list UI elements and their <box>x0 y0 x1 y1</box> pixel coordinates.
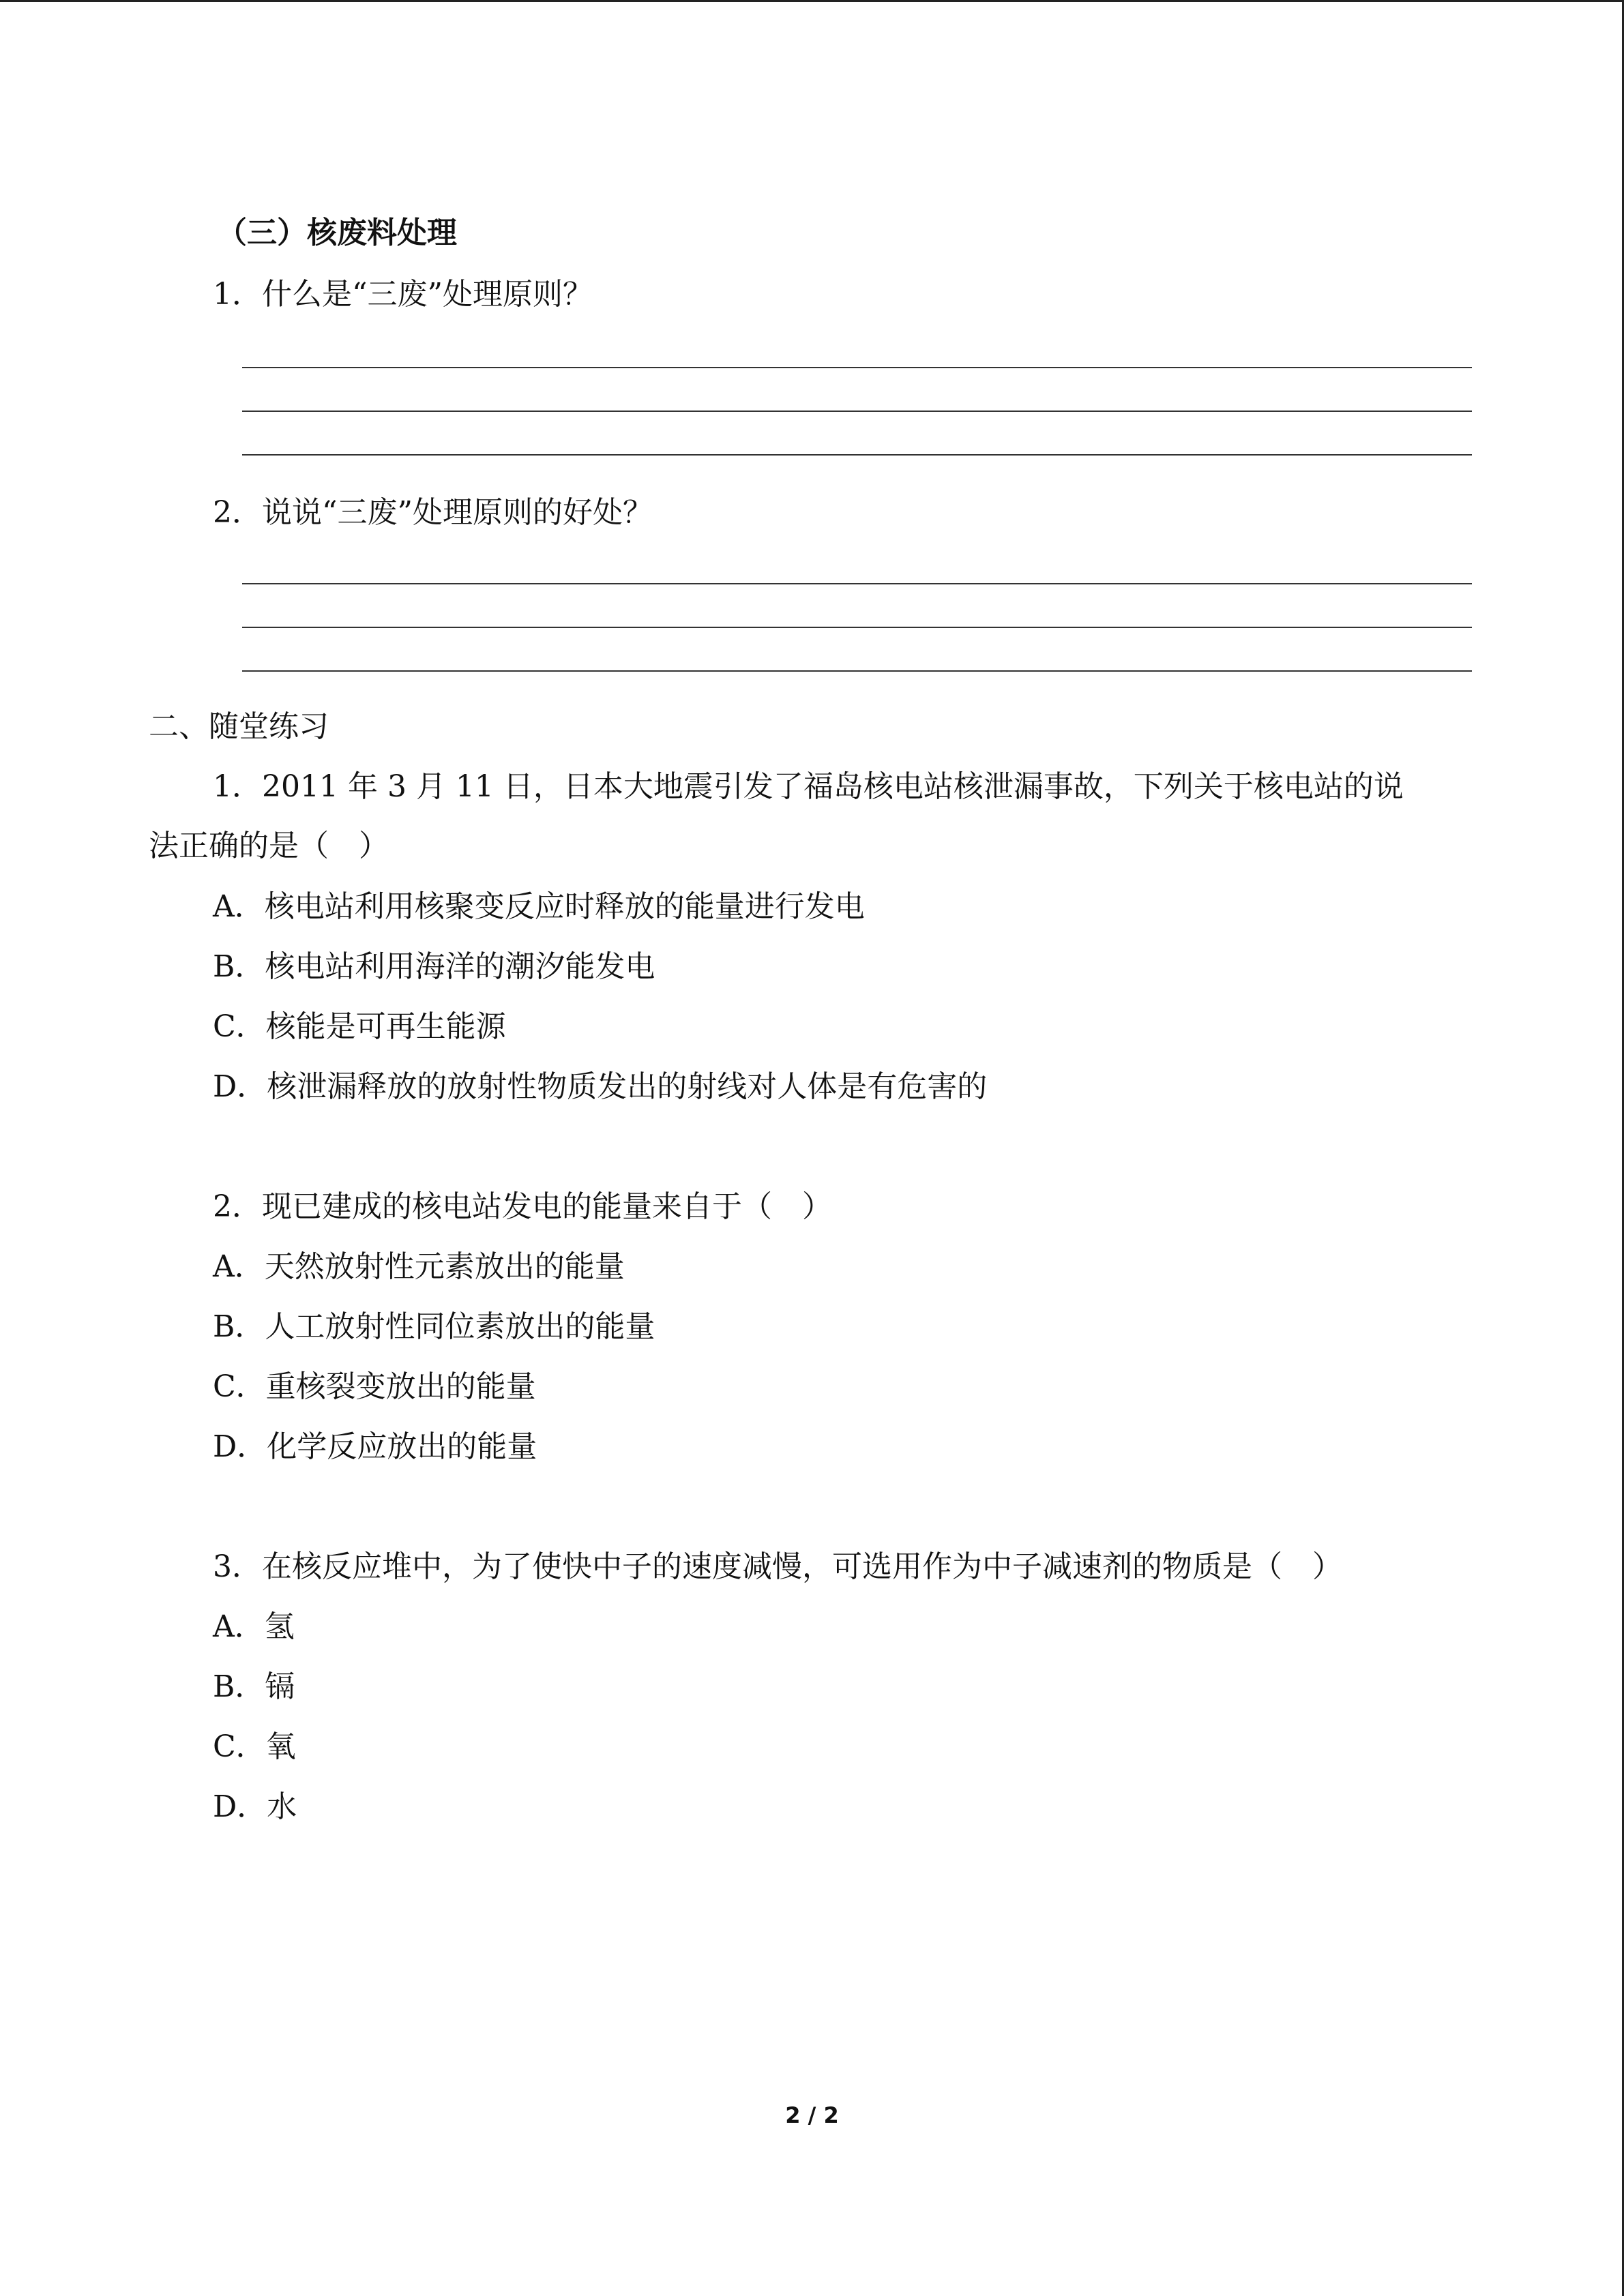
page-number: 2 / 2 <box>785 2102 839 2128</box>
page-top-border <box>0 0 1624 2</box>
option-a: A．氢 <box>213 1609 295 1644</box>
option-d: D．化学反应放出的能量 <box>213 1429 537 1464</box>
answer-line[interactable] <box>242 670 1472 672</box>
option-d: D．核泄漏释放的放射性物质发出的射线对人体是有危害的 <box>213 1069 988 1104</box>
answer-line[interactable] <box>242 367 1472 368</box>
option-d: D．水 <box>213 1789 297 1824</box>
option-c: C．核能是可再生能源 <box>213 1009 506 1044</box>
answer-line[interactable] <box>242 454 1472 456</box>
section-heading: 二、随堂练习 <box>149 709 329 744</box>
answer-line[interactable] <box>242 627 1472 628</box>
question-text: 1．什么是“三废”处理原则？ <box>213 277 593 312</box>
option-c: C．重核裂变放出的能量 <box>213 1369 536 1404</box>
option-c: C．氧 <box>213 1729 296 1764</box>
option-b: B．核电站利用海洋的潮汐能发电 <box>213 949 655 984</box>
question-stem: 2．现已建成的核电站发电的能量来自于（ ） <box>213 1189 832 1224</box>
question-stem: 1．2011 年 3 月 11 日，日本大地震引发了福岛核电站核泄漏事故，下列关于核电站的说 <box>213 769 1404 804</box>
option-a: A．核电站利用核聚变反应时释放的能量进行发电 <box>213 889 865 924</box>
answer-line[interactable] <box>242 411 1472 412</box>
option-a: A．天然放射性元素放出的能量 <box>213 1249 625 1284</box>
section-heading: （三）核废料处理 <box>217 215 457 250</box>
option-b: B．镉 <box>213 1669 295 1704</box>
question-text: 2．说说“三废”处理原则的好处？ <box>213 495 653 530</box>
question-stem: 法正确的是（ ） <box>149 829 389 863</box>
question-stem: 3．在核反应堆中，为了使快中子的速度减慢，可选用作为中子减速剂的物质是（ ） <box>213 1549 1342 1584</box>
option-b: B．人工放射性同位素放出的能量 <box>213 1309 655 1344</box>
answer-line[interactable] <box>242 583 1472 584</box>
